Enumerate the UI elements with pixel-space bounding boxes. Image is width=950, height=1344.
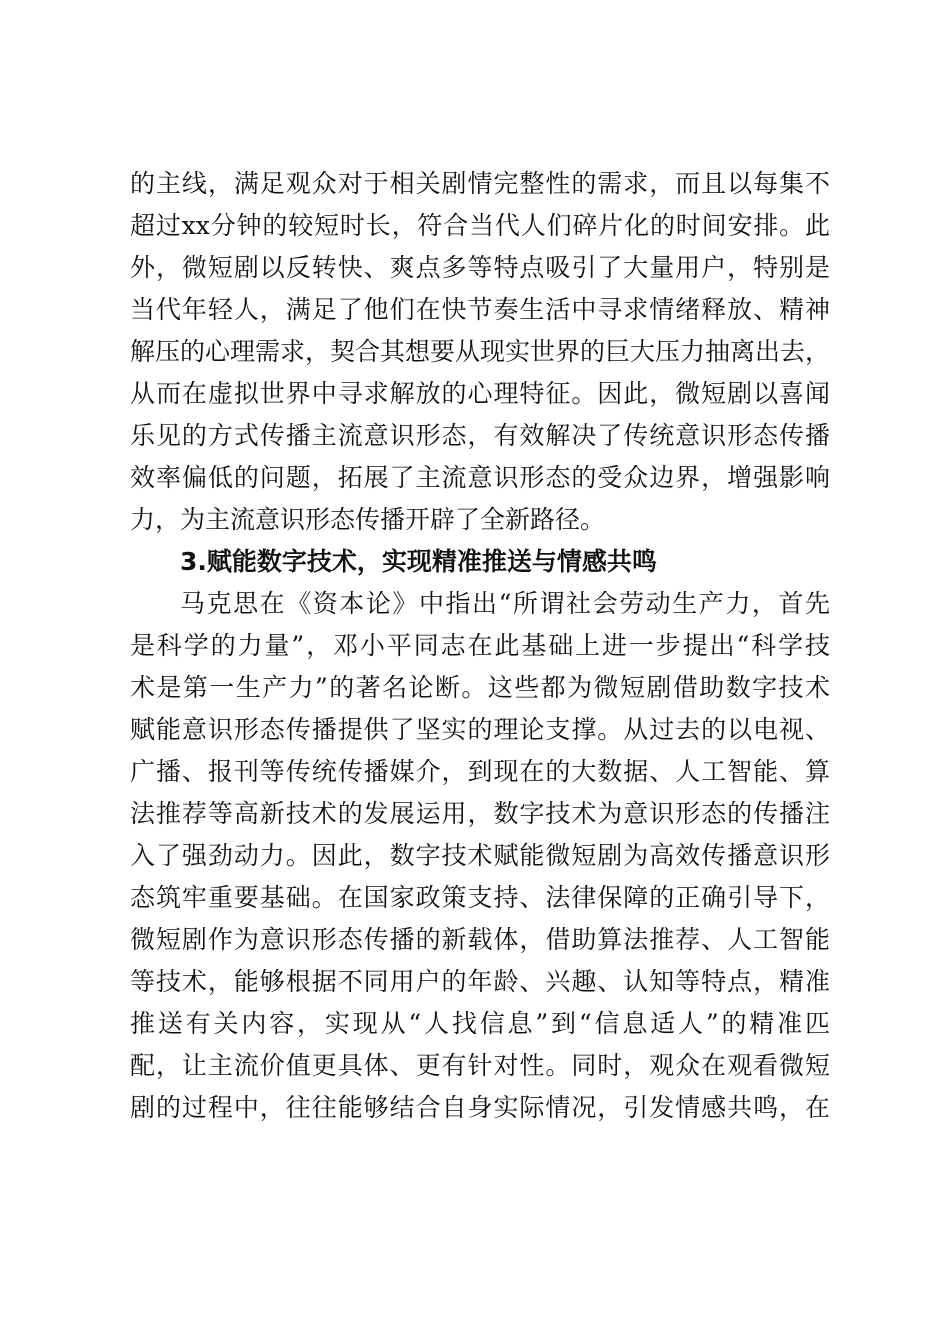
paragraph-line: 微短剧作为意识形态传播的新载体，借助算法推荐、人工智能: [130, 925, 830, 954]
paragraph-line: 等技术，能够根据不同用户的年龄、兴趣、认知等特点，精准: [130, 967, 830, 996]
paragraph-line: 法推荐等高新技术的发展运用，数字技术为意识形态的传播注: [130, 799, 830, 828]
paragraph-line: 推送有关内容，实现从“人找信息”到“信息适人”的精准匹: [130, 1009, 830, 1038]
paragraph-line: 的主线，满足观众对于相关剧情完整性的需求，而且以每集不: [130, 169, 830, 198]
paragraph-line: 外，微短剧以反转快、爽点多等特点吸引了大量用户，特别是: [130, 253, 830, 282]
paragraph-line: 当代年轻人，满足了他们在快节奏生活中寻求情绪释放、精神: [130, 295, 830, 324]
paragraph-line: 超过xx分钟的较短时长，符合当代人们碎片化的时间安排。此: [130, 211, 830, 240]
paragraph-line: 从而在虚拟世界中寻求解放的心理特征。因此，微短剧以喜闻: [130, 379, 830, 408]
paragraph-line: 解压的心理需求，契合其想要从现实世界的巨大压力抽离出去，: [130, 337, 830, 366]
paragraph-line: 广播、报刊等传统传播媒介，到现在的大数据、人工智能、算: [130, 757, 830, 786]
paragraph-line: 赋能意识形态传播提供了坚实的理论支撑。从过去的以电视、: [130, 715, 830, 744]
paragraph-line: 马克思在《资本论》中指出“所谓社会劳动生产力，首先: [180, 589, 830, 618]
paragraph-line: 效率偏低的问题，拓展了主流意识形态的受众边界，增强影响: [130, 463, 830, 492]
paragraph-line: 入了强劲动力。因此，数字技术赋能微短剧为高效传播意识形: [130, 841, 830, 870]
paragraph-line: 剧的过程中，往往能够结合自身实际情况，引发情感共鸣，在: [130, 1093, 830, 1122]
paragraph-line: 乐见的方式传播主流意识形态，有效解决了传统意识形态传播: [130, 421, 830, 450]
paragraph-line: 力，为主流意识形态传播开辟了全新路径。: [130, 505, 606, 534]
paragraph-line: 配，让主流价值更具体、更有针对性。同时，观众在观看微短: [130, 1051, 830, 1080]
section-heading: 3.赋能数字技术，实现精准推送与情感共鸣: [180, 547, 657, 576]
paragraph-line: 是科学的力量”，邓小平同志在此基础上进一步提出“科学技: [130, 631, 830, 660]
paragraph-line: 态筑牢重要基础。在国家政策支持、法律保障的正确引导下，: [130, 883, 830, 912]
paragraph-line: 术是第一生产力”的著名论断。这些都为微短剧借助数字技术: [130, 673, 830, 702]
